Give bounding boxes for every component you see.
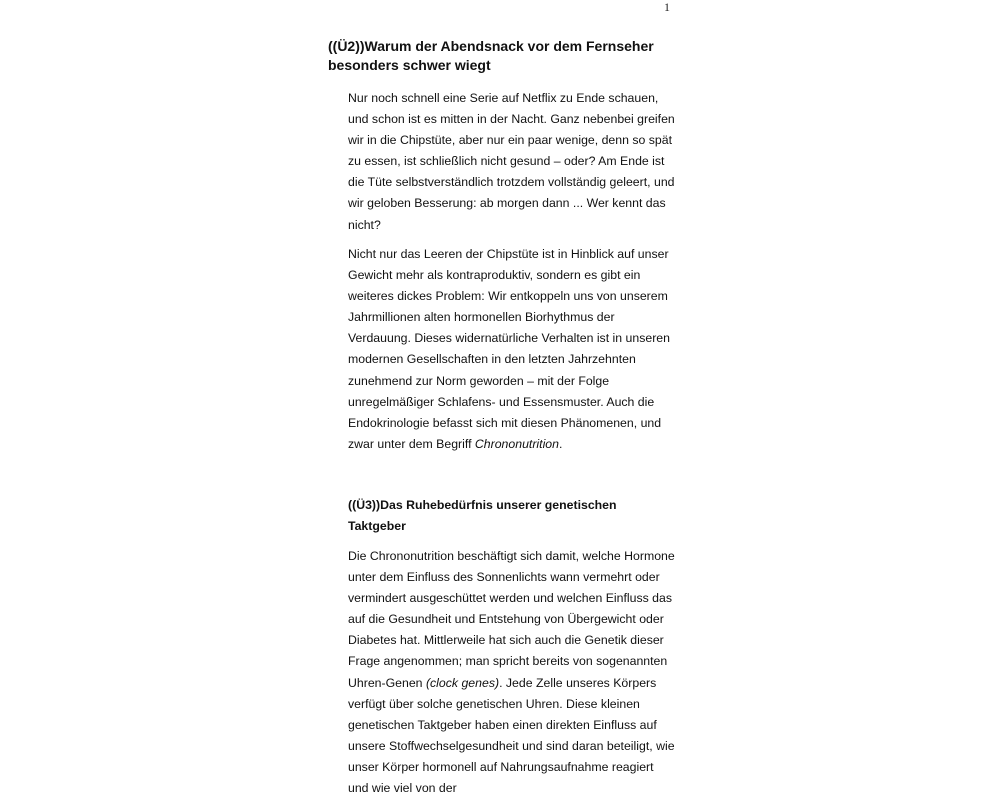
term-chrononutrition: Chrononutrition <box>474 436 559 451</box>
paragraph-rest: . Jede Zelle unseres Körpers verfügt über solche genetischen Uhren. Diese kleinen genetischen Taktgeber haben einen direkten Einfluss auf unsere Stoffwechselgesundheit und sind daran beteiligt, wie unser Körper hormonell auf Nahrungsaufnahme reagiert und wie viel von der <box>348 675 675 796</box>
page-number: 1 <box>664 0 670 14</box>
term-clock-genes: (clock genes) <box>425 675 500 690</box>
section-heading-taktgeber: ((Ü3))Das Ruhebedürfnis unserer genetischen Taktgeber <box>348 498 617 533</box>
paragraph-text: Die Chrononutrition beschäftigt sich damit, welche Hormone unter dem Einfluss des Sonnenlichts wann vermehrt oder vermindert ausgeschüttet werden und welchen Einfluss das auf die Gesundheit und Entstehung von Übergewicht oder Diabetes hat. Mittlerweile hat sich auch die Genetik dieser Frage angenommen; man spricht bereits von sogenannten Uhren-Genen <box>348 549 675 690</box>
paragraph-chrononutrition <box>348 244 676 455</box>
paragraph-text: Nicht nur das Leeren der Chipstüte ist in Hinblick auf unser Gewicht mehr als kontraproduktiv, sondern es gibt ein weiteres dickes Problem: Wir entkoppeln uns von unserem Jahrmillionen alten hormonellen Biorhythmus der Verdauung. Dieses widernatürliche Verhalten ist in unseren modernen Gesellschaften in den letzten Jahrzehnten zunehmend zur Norm geworden – mit der Folge unregelmäßiger Schlafens- und Essensmuster. Auch die Endokrinologie befasst sich mit diesen Phänomenen, und zwar unter dem Begriff <box>348 247 670 451</box>
paragraph-end: . <box>559 436 563 451</box>
section-heading-abendsnack: ((Ü2))Warum der Abendsnack vor dem Fernseher besonders schwer wiegt <box>328 38 654 73</box>
paragraph-netflix: Nur noch schnell eine Serie auf Netflix zu Ende schauen, und schon ist es mitten in der Nacht. Ganz nebenbei greifen wir in die Chipstüte, aber nur ein paar wenige, denn so spät zu essen, ist schließlich nicht gesund – oder? Am Ende ist die Tüte selbstverständlich trotzdem vollständig geleert, und wir geloben Besserung: ab morgen dann ... Wer kennt das nicht? <box>348 91 675 232</box>
paragraph-clock-genes <box>348 546 676 799</box>
